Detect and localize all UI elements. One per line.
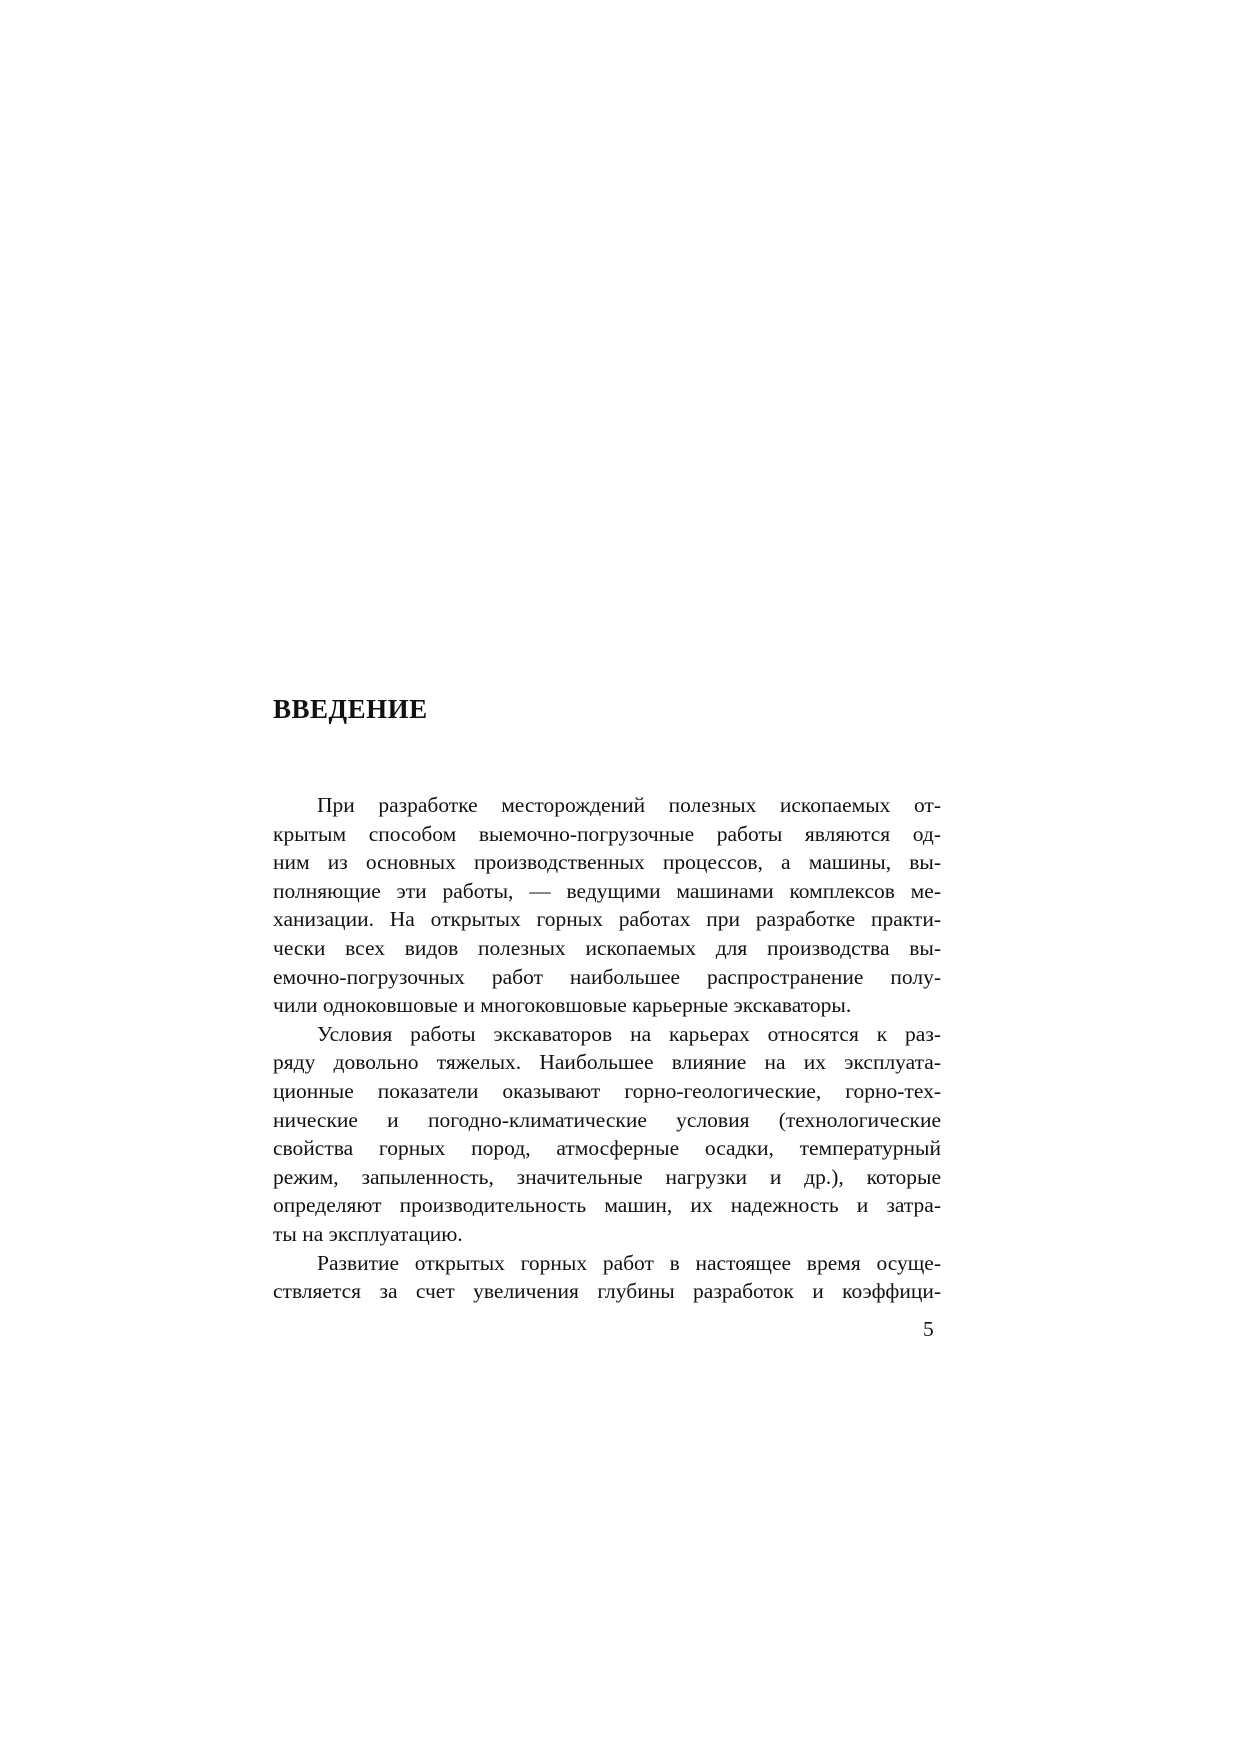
text-line: емочно-погрузочных работ наибольшее распространение полу- bbox=[273, 964, 941, 989]
paragraph bbox=[273, 1249, 941, 1306]
paragraph bbox=[273, 791, 941, 1020]
paragraph bbox=[273, 1020, 941, 1249]
text-line: режим, запыленность, значительные нагрузки и др.), которые bbox=[273, 1164, 941, 1189]
text-line: крытым способом выемочно-погрузочные работы являются од- bbox=[273, 821, 941, 846]
text-line: ты на эксплуатацию. bbox=[273, 1221, 463, 1246]
text-line: ряду довольно тяжелых. Наибольшее влияние на их эксплуата- bbox=[273, 1050, 941, 1075]
text-line: определяют производительность машин, их надежность и затра- bbox=[273, 1193, 941, 1218]
text-line: ним из основных производственных процессов, а машины, вы- bbox=[273, 850, 941, 875]
body-text bbox=[273, 791, 941, 1306]
text-line: чески всех видов полезных ископаемых для производства вы- bbox=[273, 935, 941, 960]
text-line: полняющие эти работы, — ведущими машинами комплексов ме- bbox=[273, 878, 941, 903]
section-heading: ВВЕДЕНИЕ bbox=[273, 694, 428, 724]
text-line: чили одноковшовые и многоковшовые карьерные экскаваторы. bbox=[273, 993, 852, 1018]
text-line: ханизации. На открытых горных работах при разработке практи- bbox=[273, 907, 941, 932]
page-number: 5 bbox=[923, 1317, 934, 1341]
text-line: ционные показатели оказывают горно-геологические, горно-тех- bbox=[273, 1078, 941, 1103]
text-line: нические и погодно-климатические условия (технологические bbox=[273, 1107, 941, 1132]
text-line: Развитие открытых горных работ в настоящее время осуще- bbox=[317, 1250, 941, 1275]
text-line: Условия работы экскаваторов на карьерах относятся к раз- bbox=[317, 1021, 941, 1046]
text-line: ствляется за счет увеличения глубины разработок и коэффици- bbox=[273, 1279, 941, 1304]
text-line: свойства горных пород, атмосферные осадки, температурный bbox=[273, 1136, 941, 1161]
text-line: При разработке месторождений полезных ископаемых от- bbox=[317, 793, 941, 817]
